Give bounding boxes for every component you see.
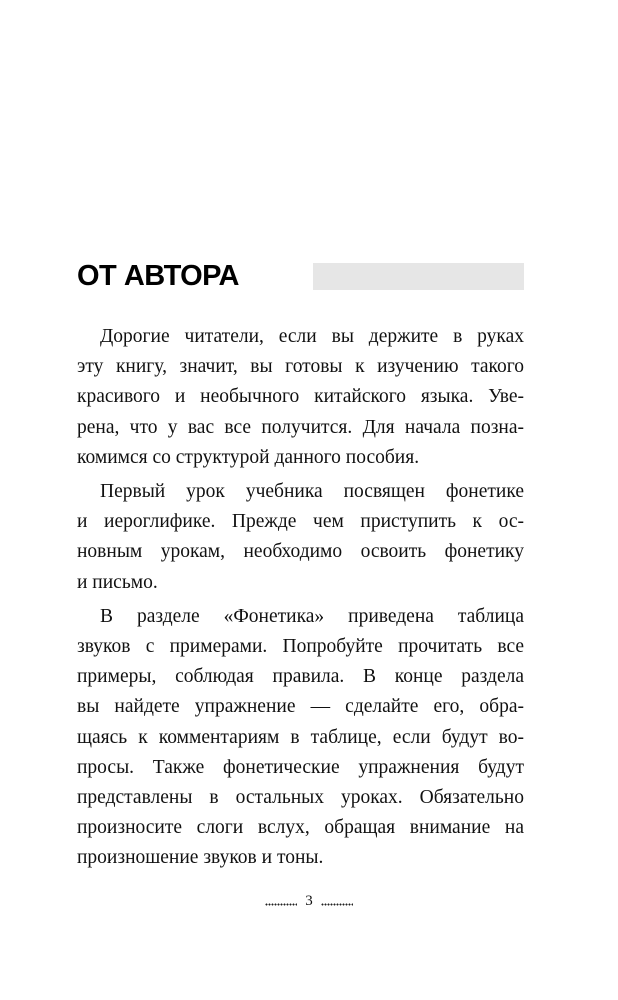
footer-dots-left <box>265 903 297 906</box>
text-line: и письмо. <box>77 571 158 593</box>
text-line: примеры, соблюдая правила. В конце раздела <box>77 666 524 688</box>
text-line: звуков с примерами. Попробуйте прочитать все <box>77 636 524 658</box>
paragraph-1 <box>77 322 524 473</box>
text-line: щаясь к комментариям в таблице, если будут во- <box>77 726 524 748</box>
text-line: произносите слоги вслух, обращая внимание на <box>77 817 524 839</box>
text-line: просы. Также фонетические упражнения будут <box>77 756 524 778</box>
page-footer <box>0 893 618 910</box>
text-line: новным урокам, необходимо освоить фонетику <box>77 541 524 563</box>
text-line: эту книгу, значит, вы готовы к изучению такого <box>77 356 524 378</box>
heading-decorative-bar <box>313 263 524 290</box>
text-line: В разделе «Фонетика» приведена таблица <box>100 605 524 627</box>
text-line: произношение звуков и тоны. <box>77 847 324 869</box>
text-line: вы найдете упражнение — сделайте его, обра- <box>77 696 524 718</box>
text-line: рена, что у вас все получится. Для начала позна- <box>77 416 524 438</box>
page-number: 3 <box>305 893 313 909</box>
text-line: представлены в остальных уроках. Обязательно <box>77 787 524 809</box>
section-heading: ОТ АВТОРА <box>77 260 239 292</box>
text-line: комимся со структурой данного пособия. <box>77 446 420 468</box>
section-heading-row <box>77 258 524 298</box>
body-text <box>77 322 524 878</box>
text-line: и иероглифике. Прежде чем приступить к ос- <box>77 511 524 533</box>
paragraph-3 <box>77 602 524 874</box>
text-line: Первый урок учебника посвящен фонетике <box>100 481 524 503</box>
footer-dots-right <box>321 903 353 906</box>
paragraph-2 <box>77 477 524 598</box>
text-line: красивого и необычного китайского языка. Уве- <box>77 386 524 408</box>
text-line: Дорогие читатели, если вы держите в руках <box>100 326 524 347</box>
